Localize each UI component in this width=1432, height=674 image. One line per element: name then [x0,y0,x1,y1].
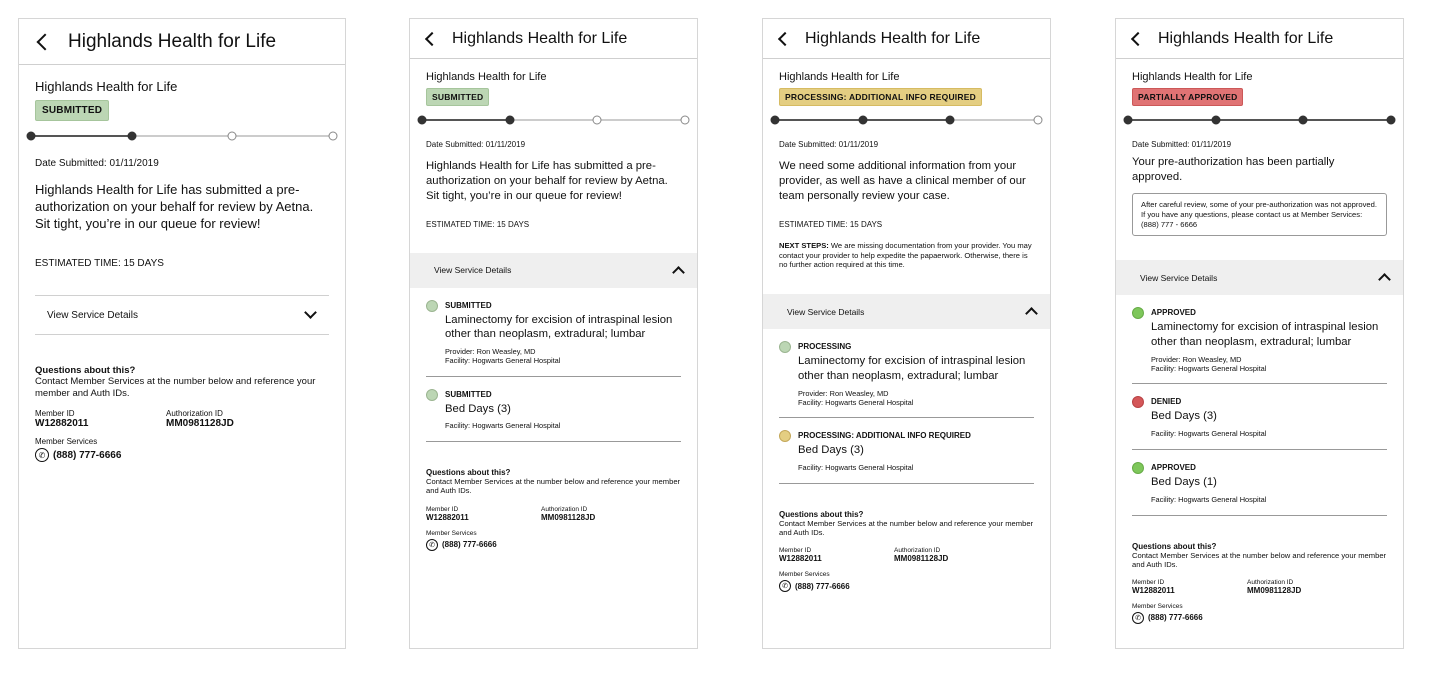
progress-step [127,132,136,141]
review-notice: After careful review, some of your pre-authorization was not approved. If you have any questions, please contact us at Member Services: (888) 777 - 6666 [1132,193,1387,237]
status-message: Highlands Health for Life has submitted a pre-authorization on your behalf for review by Aetna. Sit tight, you’re in our queue for review! [426,160,668,202]
screen-processing [762,18,1051,649]
screen-submitted-collapsed [18,18,346,649]
header-title: Highlands Health for Life [68,30,277,52]
auth-id-value: MM0981128JD [541,512,596,522]
status-message: We need some additional information from your provider, as well as have a clinical member of our team personally review your case. [779,160,1026,202]
member-services-phone[interactable] [779,580,1034,592]
questions-section [426,468,681,550]
service-item [1132,384,1387,450]
questions-section [779,510,1034,592]
auth-id-value: MM0981128JD [1247,585,1302,595]
questions-text: Contact Member Services at the number below and reference your member and Auth IDs. [426,477,681,496]
service-description: Laminectomy for excision of intraspinal lesion other than neoplasm, extradural; lumbar [445,313,673,341]
service-status: SUBMITTED [445,300,492,310]
view-service-details-toggle[interactable] [35,295,329,335]
progress-step [329,132,338,141]
questions-title: Questions about this? [426,468,511,478]
service-provider: Provider: Ron Weasley, MD [798,388,889,398]
service-item [426,377,681,443]
service-status: APPROVED [1151,463,1196,473]
progress-tracker [422,114,685,126]
header-title: Highlands Health for Life [452,29,628,47]
date-submitted: Date Submitted: 01/11/2019 [1132,140,1232,149]
auth-id-value: MM0981128JD [166,418,234,430]
member-id-value: W12882011 [1132,585,1175,595]
service-facility: Facility: Hogwarts General Hospital [1151,494,1267,504]
phone-number: (888) 777-6666 [1148,613,1203,623]
service-description: Bed Days (3) [798,444,864,457]
member-id-value: W12882011 [35,418,89,430]
service-facility: Facility: Hogwarts General Hospital [1151,429,1267,439]
service-status: DENIED [1151,397,1182,407]
provider-name: Highlands Health for Life [35,79,178,94]
service-status: APPROVED [1151,308,1196,318]
header [763,19,1050,59]
member-id-value: W12882011 [426,512,469,522]
progress-tracker [775,114,1038,126]
questions-section [35,365,329,462]
date-submitted: Date Submitted: 01/11/2019 [426,140,526,149]
progress-step [1299,116,1308,125]
progress-step [946,116,955,125]
questions-title: Questions about this? [779,509,864,519]
service-item [426,288,681,377]
service-provider: Provider: Ron Weasley, MD [445,347,536,357]
auth-id-label: Authorization ID [1247,578,1294,586]
chevron-up-icon [672,266,685,279]
status-indicator [426,300,438,312]
questions-section [1132,542,1387,624]
screen-partially-approved [1115,18,1404,649]
screen-submitted-expanded [409,18,698,649]
phone-number: (888) 777-6666 [795,581,850,591]
questions-text: Contact Member Services at the number below and reference your member and Auth IDs. [1132,550,1387,569]
header [1116,19,1403,59]
service-provider: Provider: Ron Weasley, MD [1151,354,1242,364]
member-id-label: Member ID [779,547,812,555]
status-indicator [779,430,791,442]
member-services-phone[interactable] [1132,612,1387,624]
estimated-time: ESTIMATED TIME: 15 DAYS [426,219,530,229]
progress-tracker [31,130,333,142]
chevron-down-icon [304,307,317,320]
view-service-details-toggle[interactable] [1116,260,1403,295]
header [19,19,345,65]
status-badge: PARTIALLY APPROVED [1132,88,1243,106]
service-description: Bed Days (3) [445,402,511,415]
service-details-label: View Service Details [434,265,512,276]
phone-icon: ✆ [35,448,49,462]
progress-step [228,132,237,141]
header-title: Highlands Health for Life [805,29,981,47]
progress-step [771,116,780,125]
date-submitted: Date Submitted: 01/11/2019 [779,140,879,149]
member-services-phone[interactable] [426,539,681,551]
progress-step [418,116,427,125]
questions-title: Questions about this? [35,365,136,377]
status-message: Highlands Health for Life has submitted a pre-authorization on your behalf for review by Aetna. Sit tight, you’re in our queue for review! [35,182,314,232]
service-item [779,418,1034,484]
service-description: Laminectomy for excision of intraspinal lesion other than neoplasm, extradural; lumbar [1151,321,1379,349]
next-steps-text: We are missing documentation from your provider. You may contact your provider to help expedite the papaerwork. Otherwise, there is no further action required at this time. [779,240,1032,270]
provider-name: Highlands Health for Life [426,71,547,83]
status-indicator [779,341,791,353]
progress-step [1211,116,1220,125]
chevron-left-icon[interactable] [1131,31,1145,45]
questions-text: Contact Member Services at the number below and reference your member and Auth IDs. [779,518,1034,538]
progress-step [593,116,602,125]
progress-step [505,116,514,125]
service-status: PROCESSING: ADDITIONAL INFO REQUIRED [798,431,971,441]
member-id-label: Member ID [35,409,75,419]
member-services-phone[interactable] [35,448,329,462]
auth-id-label: Authorization ID [166,409,223,419]
estimated-time: ESTIMATED TIME: 15 DAYS [779,219,883,229]
progress-step [858,116,867,125]
member-id-label: Member ID [426,505,459,513]
service-details-label: View Service Details [787,306,865,317]
auth-id-label: Authorization ID [541,505,588,513]
phone-icon: ✆ [1132,612,1144,624]
header-title: Highlands Health for Life [1158,29,1334,47]
progress-step [1124,116,1133,125]
progress-step [681,116,690,125]
status-indicator [1132,462,1144,474]
phone-icon: ✆ [426,539,438,551]
service-facility: Facility: Hogwarts General Hospital [1151,363,1267,373]
chevron-up-icon [1025,307,1038,320]
auth-id-label: Authorization ID [894,547,941,555]
next-steps [779,241,1034,271]
view-service-details-toggle[interactable] [410,253,697,288]
status-badge: SUBMITTED [426,88,489,106]
service-status: SUBMITTED [445,389,492,399]
next-steps-label: NEXT STEPS: [779,240,829,250]
member-id-value: W12882011 [779,554,822,564]
service-details-label: View Service Details [1140,272,1218,283]
view-service-details-toggle[interactable] [763,294,1050,329]
service-details-label: View Service Details [47,309,138,321]
chevron-left-icon[interactable] [425,31,439,45]
service-item [779,329,1034,418]
provider-name: Highlands Health for Life [779,71,900,83]
header [410,19,697,59]
chevron-up-icon [1378,274,1391,287]
progress-tracker [1128,114,1391,126]
chevron-left-icon[interactable] [778,31,792,45]
progress-step [1387,116,1396,125]
service-description: Bed Days (3) [1151,410,1217,423]
status-message: Your pre-authorization has been partially approved. [1132,156,1335,183]
auth-id-value: MM0981128JD [894,554,949,564]
status-indicator [1132,307,1144,319]
service-facility: Facility: Hogwarts General Hospital [798,397,914,407]
chevron-left-icon[interactable] [37,33,54,50]
provider-name: Highlands Health for Life [1132,71,1253,83]
status-badge: SUBMITTED [35,100,109,121]
phone-number: (888) 777-6666 [442,540,497,550]
member-id-label: Member ID [1132,578,1165,586]
status-indicator [1132,396,1144,408]
status-indicator [426,389,438,401]
estimated-time: ESTIMATED TIME: 15 DAYS [35,258,164,270]
phone-number: (888) 777-6666 [53,449,122,461]
service-status: PROCESSING [798,342,852,352]
member-services-label: Member Services [779,571,830,579]
progress-step [1034,116,1043,125]
date-submitted: Date Submitted: 01/11/2019 [35,158,159,169]
member-services-label: Member Services [35,437,98,447]
member-services-label: Member Services [426,529,477,537]
service-facility: Facility: Hogwarts General Hospital [798,463,914,473]
status-badge: PROCESSING: ADDITIONAL INFO REQUIRED [779,88,982,106]
service-item [1132,450,1387,516]
questions-text: Contact Member Services at the number below and reference your member and Auth IDs. [35,376,316,399]
progress-step [27,132,36,141]
member-services-label: Member Services [1132,602,1183,610]
service-item [1132,295,1387,384]
service-facility: Facility: Hogwarts General Hospital [445,355,561,365]
service-description: Laminectomy for excision of intraspinal lesion other than neoplasm, extradural; lumbar [798,355,1026,382]
service-description: Bed Days (1) [1151,476,1217,489]
service-facility: Facility: Hogwarts General Hospital [445,421,561,431]
questions-title: Questions about this? [1132,541,1217,551]
phone-icon: ✆ [779,580,791,592]
